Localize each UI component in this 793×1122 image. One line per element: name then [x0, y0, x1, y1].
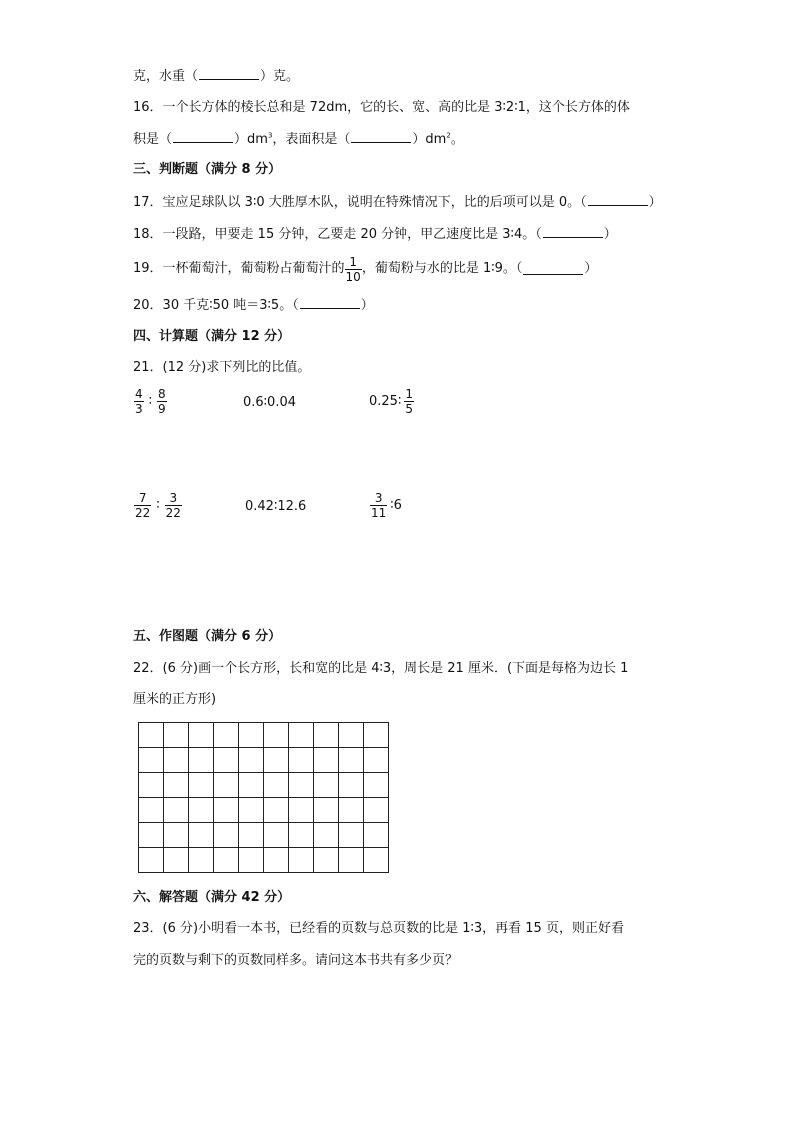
answer-blank-area[interactable] [351, 131, 411, 143]
answer-blank-volume[interactable] [173, 131, 233, 143]
grid-cell[interactable] [289, 823, 314, 848]
grid-cell[interactable] [189, 748, 214, 773]
ratio-1: $\frac{4}{3}$ ∶ $\frac{8}{9}$ [135, 387, 166, 416]
grid-cell[interactable] [339, 848, 364, 873]
section-4-heading: 四、计算题（满分 12 分） [133, 329, 291, 344]
answer-blank[interactable] [523, 263, 583, 275]
grid-cell[interactable] [139, 823, 164, 848]
grid-cell[interactable] [189, 798, 214, 823]
grid-cell[interactable] [264, 823, 289, 848]
grid-cell[interactable] [364, 723, 389, 748]
grid-cell[interactable] [264, 798, 289, 823]
drawing-grid[interactable] [138, 722, 390, 874]
question-21: 21．(12 分)求下列比的比值。 [133, 360, 311, 375]
grid-cell[interactable] [139, 748, 164, 773]
question-17: 17．宝应足球队以 3∶0 大胜厚木队，说明在特殊情况下，比的后项可以是 0。（ ） [133, 195, 662, 210]
grid-cell[interactable] [189, 723, 214, 748]
grid-cell[interactable] [314, 848, 339, 873]
ratio-2: 0.6∶0.04 [243, 395, 297, 410]
grid-cell[interactable] [189, 773, 214, 798]
grid-cell[interactable] [314, 798, 339, 823]
grid-cell[interactable] [289, 798, 314, 823]
grid-cell[interactable] [214, 848, 239, 873]
grid-cell[interactable] [239, 748, 264, 773]
question-23-line1: 23．(6 分)小明看一本书，已经看的页数与总页数的比是 1∶3，再看 15 页，则正好看 [133, 921, 624, 936]
grid-cell[interactable] [264, 773, 289, 798]
grid-cell[interactable] [189, 848, 214, 873]
grid-cell[interactable] [364, 748, 389, 773]
grid-cell[interactable] [364, 798, 389, 823]
grid-cell[interactable] [164, 823, 189, 848]
grid-cell[interactable] [164, 798, 189, 823]
question-23-line2: 完的页数与剩下的页数同样多。请问这本书共有多少页？ [133, 953, 459, 968]
section-6-heading: 六、解答题（满分 42 分） [133, 890, 291, 905]
grid-cell[interactable] [214, 798, 239, 823]
question-18: 18．一段路，甲要走 15 分钟，乙要走 20 分钟，甲乙速度比是 3∶4。（ ） [133, 227, 617, 242]
grid-cell[interactable] [264, 748, 289, 773]
grid-cell[interactable] [289, 773, 314, 798]
grid-cell[interactable] [139, 848, 164, 873]
grid-cell[interactable] [139, 798, 164, 823]
grid-cell[interactable] [364, 823, 389, 848]
question-16-line2: 积是（ ）$dm^3$，表面积是（ ）$dm^2$。 [133, 131, 464, 147]
grid-cell[interactable] [339, 798, 364, 823]
grid-cell[interactable] [314, 823, 339, 848]
grid-cell[interactable] [214, 723, 239, 748]
grid-cell[interactable] [339, 723, 364, 748]
question-16-line1: 16．一个长方体的棱长总和是 72dm，它的长、宽、高的比是 3∶2∶1，这个长方体的体 [133, 100, 630, 115]
grid-cell[interactable] [264, 723, 289, 748]
answer-blank[interactable] [588, 194, 648, 206]
grid-cell[interactable] [164, 723, 189, 748]
grid-cell[interactable] [164, 848, 189, 873]
grid-cell[interactable] [214, 773, 239, 798]
grid-cell[interactable] [164, 748, 189, 773]
fraction-one-tenth: $\frac{1}{10}$ [345, 254, 361, 284]
ratio-3: 0.25∶ $\frac{1}{5}$ [369, 387, 413, 416]
q15-tail-line: 克，水重（ ）克。 [133, 69, 300, 84]
ratio-4: $\frac{7}{22}$ ∶ $\frac{3}{22}$ [135, 491, 181, 520]
grid-cell[interactable] [289, 723, 314, 748]
grid-cell[interactable] [239, 848, 264, 873]
grid-cell[interactable] [214, 748, 239, 773]
question-22-line2: 厘米的正方形) [133, 692, 217, 707]
grid-cell[interactable] [314, 773, 339, 798]
ratio-6: $\frac{3}{11}$ ∶6 [371, 491, 402, 520]
ratio-5: 0.42∶12.6 [245, 499, 307, 514]
grid-cell[interactable] [339, 773, 364, 798]
question-20: 20．30 千克∶50 吨＝3∶5。（ ） [133, 298, 374, 313]
grid-cell[interactable] [364, 848, 389, 873]
grid-cell[interactable] [289, 848, 314, 873]
grid-cell[interactable] [189, 823, 214, 848]
grid-cell[interactable] [289, 748, 314, 773]
grid-cell[interactable] [314, 723, 339, 748]
answer-blank[interactable] [199, 68, 259, 80]
section-3-heading: 三、判断题（满分 8 分） [133, 162, 282, 177]
answer-blank[interactable] [543, 226, 603, 238]
grid-cell[interactable] [339, 748, 364, 773]
grid-cell[interactable] [139, 773, 164, 798]
question-19: 19．一杯葡萄汁，葡萄粉占葡萄汁的 $\frac{1}{10}$ ，葡萄粉与水的比是 1∶9。（ ） [133, 254, 598, 284]
grid-cell[interactable] [139, 723, 164, 748]
grid-cell[interactable] [314, 748, 339, 773]
answer-blank[interactable] [300, 297, 360, 309]
grid-cell[interactable] [239, 823, 264, 848]
question-22-line1: 22．(6 分)画一个长方形，长和宽的比是 4∶3，周长是 21 厘米．(下面是每格为边长 1 [133, 661, 629, 676]
grid-cell[interactable] [264, 848, 289, 873]
grid-cell[interactable] [164, 773, 189, 798]
grid-cell[interactable] [239, 798, 264, 823]
grid-cell[interactable] [239, 773, 264, 798]
grid-cell[interactable] [339, 823, 364, 848]
grid-cell[interactable] [364, 773, 389, 798]
section-5-heading: 五、作图题（满分 6 分） [133, 629, 282, 644]
grid-cell[interactable] [214, 823, 239, 848]
grid-cell[interactable] [239, 723, 264, 748]
